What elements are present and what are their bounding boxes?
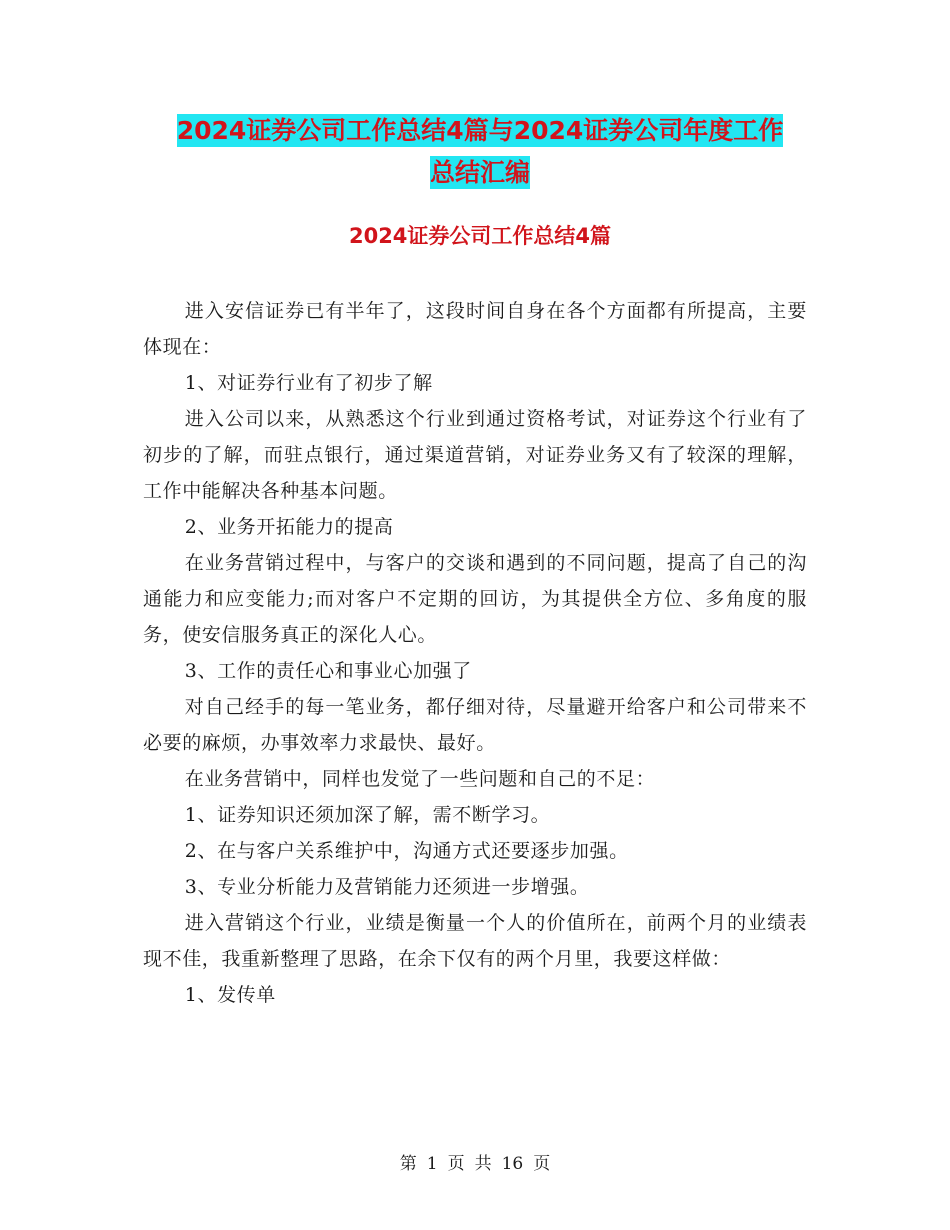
footer-page-label: 第	[399, 1154, 417, 1174]
footer-total-unit: 页	[533, 1154, 551, 1174]
paragraph: 进入营销这个行业，业绩是衡量一个人的价值所在，前两个月的业绩表现不佳，我重新整理了思路，在余下仅有的两个月里，我要这样做：	[143, 912, 807, 970]
section-title: 2024证券公司工作总结4篇	[348, 224, 612, 248]
footer-page-number: 1	[426, 1154, 438, 1174]
paragraph: 2、在与客户关系维护中，沟通方式还要逐步加强。	[184, 840, 629, 862]
footer-total-label: 共	[474, 1154, 492, 1174]
paragraph: 1、证券知识还须加深了解，需不断学习。	[184, 804, 551, 826]
footer-total-pages: 16	[501, 1154, 524, 1174]
paragraph: 在业务营销中，同样也发觉了一些问题和自己的不足：	[184, 768, 656, 790]
document-body	[143, 293, 807, 1013]
footer-page-unit: 页	[447, 1154, 465, 1174]
paragraph: 3、专业分析能力及营销能力还须进一步增强。	[184, 876, 590, 898]
title-line-1: 2024证券公司工作总结4篇与2024证券公司年度工作	[176, 116, 784, 145]
paragraph: 在业务营销过程中，与客户的交谈和遇到的不同问题，提高了自己的沟通能力和应变能力;而对客户不定期的回访，为其提供全方位、多角度的服务，使安信服务真正的深化人心。	[143, 552, 807, 646]
paragraph: 1、对证券行业有了初步了解	[184, 372, 433, 394]
paragraph: 对自己经手的每一笔业务，都仔细对待，尽量避开给客户和公司带来不必要的麻烦，办事效率力求最快、最好。	[143, 696, 807, 754]
title-line-2: 总结汇编	[429, 158, 530, 187]
paragraph: 3、工作的责任心和事业心加强了	[184, 660, 472, 682]
paragraph: 1、发传单	[184, 984, 276, 1006]
paragraph: 2、业务开拓能力的提高	[184, 516, 394, 538]
document-title	[140, 110, 820, 194]
paragraph: 进入公司以来，从熟悉这个行业到通过资格考试，对证券这个行业有了初步的了解，而驻点银行，通过渠道营销，对证券业务又有了较深的理解，工作中能解决各种基本问题。	[143, 408, 807, 502]
page-footer	[0, 1152, 950, 1176]
paragraph: 进入安信证券已有半年了，这段时间自身在各个方面都有所提高，主要体现在：	[143, 300, 807, 358]
